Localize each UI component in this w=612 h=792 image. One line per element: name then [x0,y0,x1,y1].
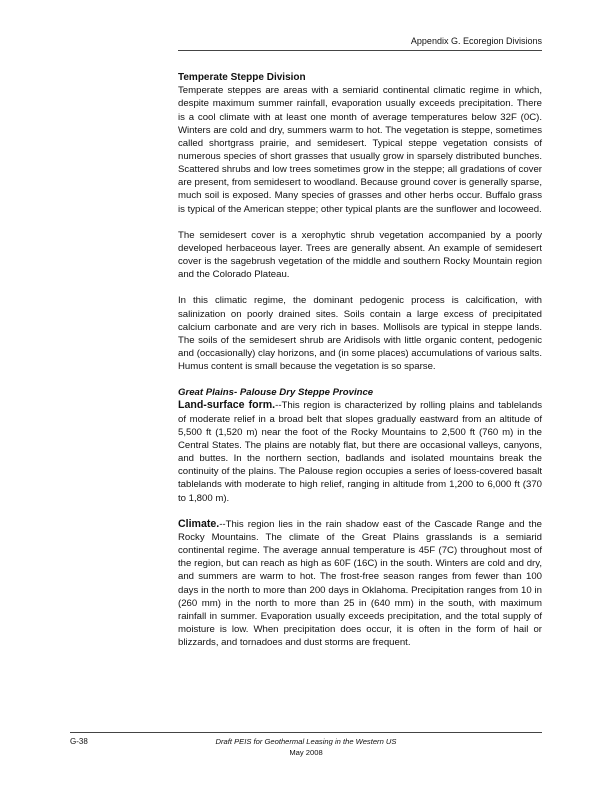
division-paragraph-2: The semidesert cover is a xerophytic shrub vegetation accompanied by a poorly developed herbaceous layer. Trees are generally absent. An example of semidesert cover is the sagebrush vegetation of the middle and southern Rocky Mountain region and the Colorado Plateau. [178,229,542,281]
landsurface-lead: Land-surface form. [178,399,276,412]
division-paragraph-1: Temperate steppes are areas with a semiarid continental climatic regime in which, despite maximum summer rainfall, evaporation usually exceeds precipitation. There is a cool climate with at least one month of average temperatures below 32F (0C). Winters are cold and dry, summers warm to hot. The vegetation is steppe, sometimes called shortgrass prairie, and semidesert. Typical steppe vegetation consists of numerous species of short grasses that usually grow in sparsely distributed bunches. Scattered shrubs and low trees sometimes grow in the steppe; all gradations of cover are present, from semidesert to woodland. Because ground cover is generally sparse, much soil is exposed. Many species of grasses and other herbs occur. Buffalo grass is typical of the American steppe; other typical plants are the sunflower and locoweed. [178,85,542,215]
footer-date: May 2008 [289,748,323,757]
footer-divider [70,732,542,733]
province-heading: Great Plains- Palouse Dry Steppe Province [178,387,374,399]
climate-text: --This region lies in the rain shadow east of the Cascade Range and the Rocky Mountains. The climate of the Great Plains grasslands is a semiarid continental regime. The average annual temperature is 45F (7C) throughout most of the region, but can reach as high as 60F (16C) in the south. Winters are cold and dry, and summers are warm to hot. The frost-free season ranges from fewer than 100 days in the north to more than 200 days in Oklahoma. Precipitation ranges from 10 in (260 mm) in the north to more than 25 in (640 mm) in the south, with maximum rainfall in summer. Evaporation usually exceeds precipitation, and the total supply of moisture is low. When precipitation does occur, it is often in the form of hail or blizzards, and tornadoes and dust storms are frequent. [178,518,542,649]
division-heading: Temperate Steppe Division [178,72,306,83]
climate-lead: Climate. [178,517,220,530]
climate-paragraph [178,518,542,650]
running-header: Appendix G. Ecoregion Divisions [410,36,542,46]
document-body [178,71,542,649]
landsurface-paragraph [178,399,542,504]
footer-document-title: Draft PEIS for Geothermal Leasing in the Western US [215,737,397,746]
landsurface-text: --This region is characterized by rolling plains and tablelands of moderate relief in a broad belt that slopes gradually eastward from an altitude of 5,500 ft (1,520 m) near the foot of the Rocky Mountains to 2,500 ft (760 m) in the Central States. The plains are notably flat, but there are occasional valleys, canyons, and buttes. In the northern section, badlands and isolated mountains break the continuity of the plains. The Palouse region occupies a series of loess-covered basalt tablelands with moderate to high relief, ranging in altitude from 1,200 to 6,000 ft (370 to 1,800 m). [178,400,542,504]
division-paragraph-3: In this climatic regime, the dominant pedogenic process is calcification, with salinization on poorly drained sites. Soils contain a large excess of precipitated calcium carbonate and are very rich in bases. Mollisols are typical in steppe lands. The soils of the semidesert shrub are Aridisols with little organic content, pedogenic and (occasionally) clay horizons, and (in some places) accumulations of various salts. Humus content is small because the vegetation is so sparse. [178,295,542,373]
page-number: G-38 [70,737,88,746]
header-divider [178,50,542,51]
